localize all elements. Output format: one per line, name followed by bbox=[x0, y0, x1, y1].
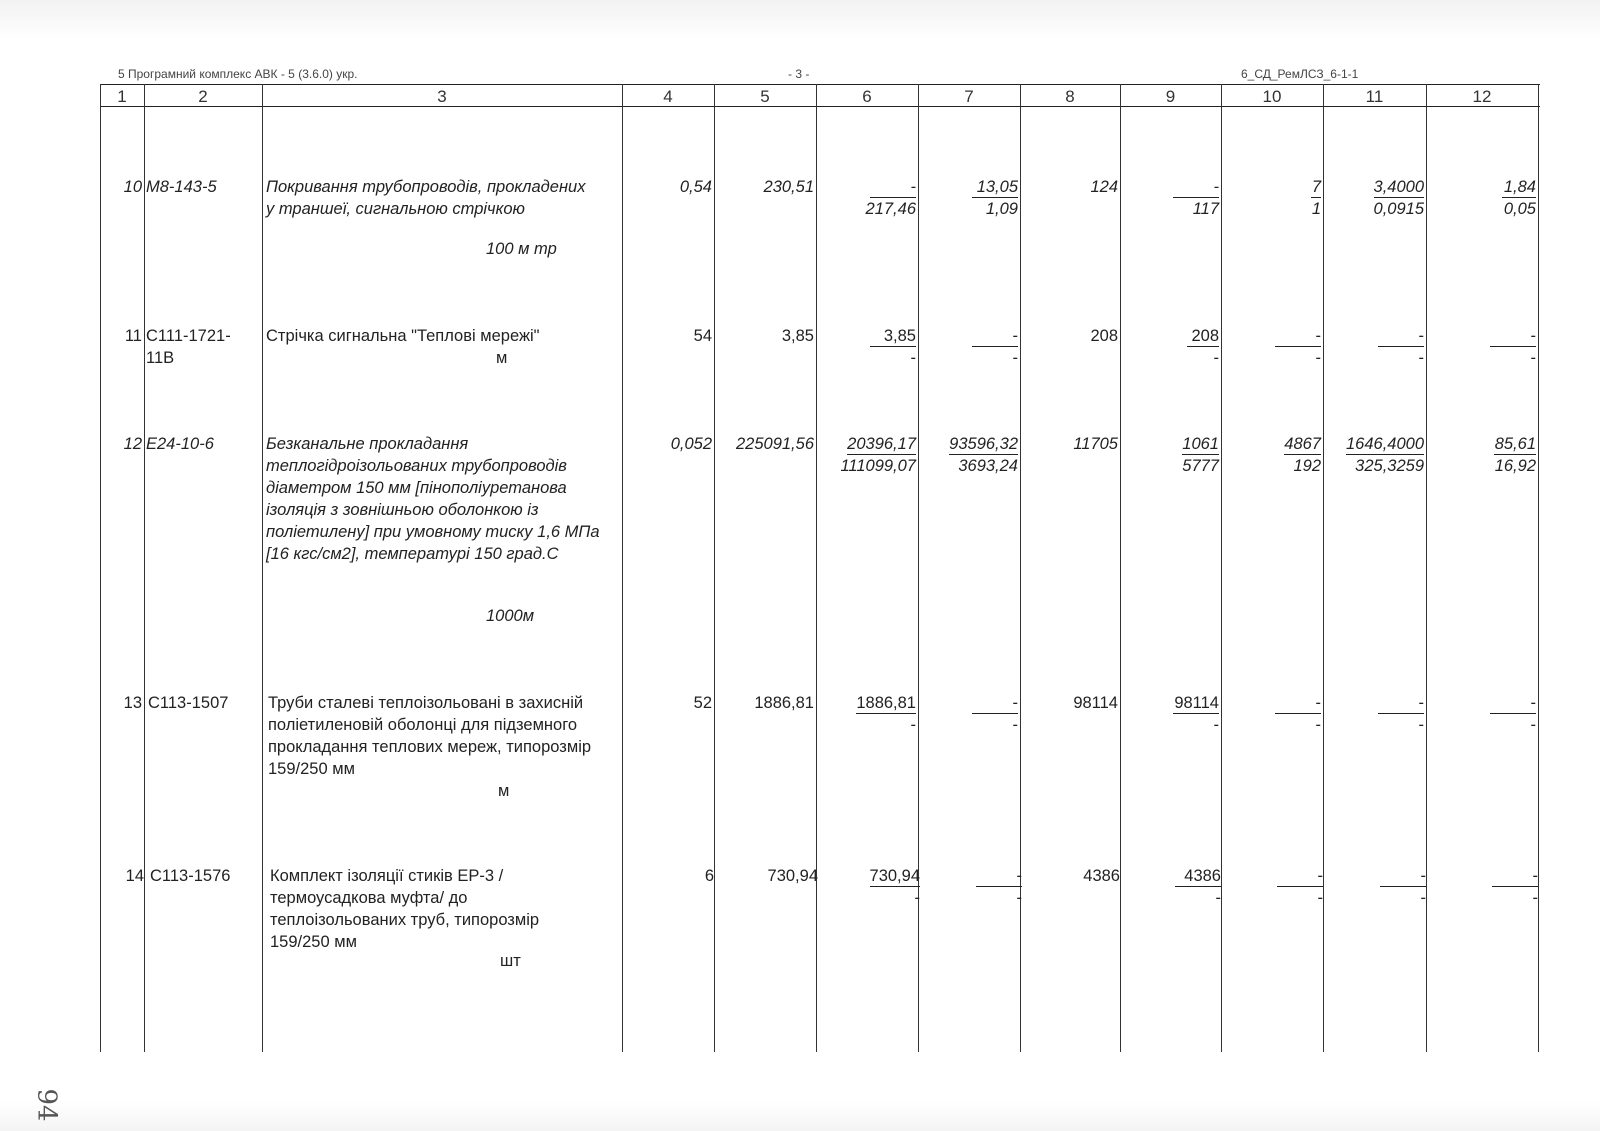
row-col6-bottom: - bbox=[914, 889, 920, 907]
row-col11-top: 1646,4000 bbox=[1346, 435, 1424, 453]
row-col11-top: - bbox=[1378, 327, 1424, 347]
row-unit: м bbox=[496, 349, 508, 367]
row-col6-bottom: - bbox=[910, 349, 916, 367]
row-col12-top: - bbox=[1492, 867, 1538, 887]
row-col12-top: - bbox=[1490, 327, 1536, 347]
row-col7-top: 13,05 bbox=[972, 178, 1018, 198]
row-col12-top: - bbox=[1490, 694, 1536, 714]
row-col6-bottom: 217,46 bbox=[865, 200, 916, 218]
row-col9-bottom: 5777 bbox=[1182, 457, 1219, 475]
row-col7-bottom: - bbox=[1016, 889, 1022, 907]
row-col10-fraction bbox=[1221, 433, 1321, 477]
row-col6-bottom: 111099,07 bbox=[840, 457, 916, 475]
column-number-2: 2 bbox=[198, 87, 208, 106]
row-total: 11705 bbox=[1073, 435, 1118, 453]
row-col11-fraction bbox=[1323, 325, 1424, 369]
row-col10-bottom: - bbox=[1315, 716, 1321, 734]
row-col9-top: 98114 bbox=[1174, 694, 1219, 712]
column-number-8: 8 bbox=[1065, 87, 1075, 106]
row-col12-bottom: 0,05 bbox=[1503, 200, 1536, 218]
row-col9-fraction bbox=[1120, 176, 1219, 220]
row-code: С111-1721-11В bbox=[146, 327, 231, 367]
row-col11-top: 3,4000 bbox=[1373, 178, 1424, 196]
column-number-11: 11 bbox=[1365, 87, 1384, 106]
row-quantity: 54 bbox=[693, 327, 712, 345]
row-col7-fraction bbox=[918, 865, 1022, 909]
row-col10-bottom: 192 bbox=[1293, 457, 1321, 475]
row-quantity: 52 bbox=[693, 694, 712, 712]
row-col10-fraction bbox=[1221, 692, 1321, 736]
row-col12-top: 85,61 bbox=[1494, 435, 1536, 453]
col-border-4 bbox=[714, 84, 715, 1052]
row-col10-top: 7 bbox=[1311, 178, 1321, 196]
row-col11-bottom: 325,3259 bbox=[1355, 457, 1424, 475]
row-col11-bottom: - bbox=[1418, 716, 1424, 734]
row-col7-top: - bbox=[972, 327, 1018, 347]
row-col12-fraction bbox=[1426, 433, 1536, 477]
col-border-12 bbox=[1538, 84, 1539, 1052]
row-description: Стрічка сигнальна "Теплові мережі" bbox=[266, 327, 540, 345]
row-unit: 1000м bbox=[486, 607, 535, 625]
row-col6-fraction bbox=[816, 325, 916, 369]
row-col9-top: - bbox=[1173, 178, 1219, 198]
table-top-border bbox=[100, 84, 1540, 85]
row-col7-top: - bbox=[976, 867, 1022, 887]
row-col12-bottom: - bbox=[1530, 349, 1536, 367]
col-border-3 bbox=[622, 84, 623, 1052]
row-number: 12 bbox=[123, 435, 142, 453]
row-col7-bottom: - bbox=[1012, 349, 1018, 367]
row-unit: 100 м тр bbox=[486, 240, 557, 258]
row-quantity: 0,54 bbox=[679, 178, 712, 196]
row-code: С113-1576 bbox=[150, 867, 231, 885]
row-col7-top: 93596,32 bbox=[949, 435, 1018, 453]
row-col11-bottom: 0,0915 bbox=[1373, 200, 1424, 218]
row-number: 11 bbox=[124, 327, 142, 345]
row-col10-top: 4867 bbox=[1284, 435, 1321, 453]
row-col9-bottom: 117 bbox=[1192, 200, 1219, 218]
row-unit-price: 1886,81 bbox=[754, 694, 814, 712]
column-number-5: 5 bbox=[760, 87, 770, 106]
row-col7-bottom: 1,09 bbox=[985, 200, 1018, 218]
row-total: 208 bbox=[1090, 327, 1118, 345]
row-unit: м bbox=[498, 782, 510, 800]
row-col10-bottom: - bbox=[1315, 349, 1321, 367]
header-page-number: - 3 - bbox=[788, 67, 810, 81]
row-col9-fraction bbox=[1120, 865, 1221, 909]
row-col11-bottom: - bbox=[1418, 349, 1424, 367]
row-unit-price: 225091,56 bbox=[736, 435, 814, 453]
row-col6-fraction bbox=[816, 692, 916, 736]
row-col12-top: 1,84 bbox=[1503, 178, 1536, 196]
col-border-0 bbox=[100, 84, 101, 1052]
row-code: М8-143-5 bbox=[146, 178, 217, 196]
row-description: Комплект ізоляції стиків ЕР-3 /термоусадкова муфта/ до теплоізольованих труб, типорозмір 159/250 мм bbox=[270, 867, 540, 951]
row-col11-fraction bbox=[1323, 692, 1424, 736]
row-unit-price: 730,94 bbox=[767, 867, 818, 885]
row-col12-bottom: 16,92 bbox=[1494, 457, 1536, 475]
estimate-table bbox=[100, 84, 1540, 1052]
row-col9-top: 1061 bbox=[1182, 435, 1219, 453]
row-col12-bottom: - bbox=[1532, 889, 1538, 907]
row-col10-fraction bbox=[1221, 865, 1323, 909]
row-col9-fraction bbox=[1120, 433, 1219, 477]
row-col11-top: - bbox=[1378, 694, 1424, 714]
row-code: С113-1507 bbox=[148, 694, 229, 712]
row-unit-price: 230,51 bbox=[763, 178, 814, 196]
col-border-2 bbox=[262, 84, 263, 1052]
row-total: 4386 bbox=[1083, 867, 1120, 885]
row-col10-bottom: - bbox=[1317, 889, 1323, 907]
row-col10-top: - bbox=[1275, 694, 1321, 714]
row-total: 98114 bbox=[1073, 694, 1118, 712]
row-col7-bottom: - bbox=[1012, 716, 1018, 734]
row-col9-fraction bbox=[1120, 325, 1219, 369]
row-col7-fraction bbox=[918, 433, 1018, 477]
handwritten-page-number: 94 bbox=[31, 1088, 62, 1122]
row-col6-fraction bbox=[816, 865, 920, 909]
row-col11-top: - bbox=[1380, 867, 1426, 887]
row-col6-bottom: - bbox=[910, 716, 916, 734]
row-col11-fraction bbox=[1323, 865, 1426, 909]
row-col6-fraction bbox=[816, 433, 916, 477]
row-col12-fraction bbox=[1426, 692, 1536, 736]
column-number-4: 4 bbox=[663, 87, 673, 106]
row-total: 124 bbox=[1090, 178, 1118, 196]
row-col11-fraction bbox=[1323, 176, 1424, 220]
row-col10-bottom: 1 bbox=[1311, 200, 1321, 218]
row-quantity: 0,052 bbox=[670, 435, 712, 453]
row-col10-fraction bbox=[1221, 325, 1321, 369]
row-col11-fraction bbox=[1323, 433, 1424, 477]
row-col7-fraction bbox=[918, 176, 1018, 220]
row-unit-price: 3,85 bbox=[781, 327, 814, 345]
row-col6-fraction bbox=[816, 176, 916, 220]
row-col6-top: 1886,81 bbox=[856, 694, 916, 712]
row-col10-top: - bbox=[1277, 867, 1323, 887]
row-col6-top: 20396,17 bbox=[847, 435, 916, 453]
column-number-6: 6 bbox=[862, 87, 872, 106]
row-col10-top: - bbox=[1275, 327, 1321, 347]
row-col9-top: 4386 bbox=[1175, 867, 1221, 887]
row-col9-top: 208 bbox=[1187, 327, 1219, 347]
column-number-9: 9 bbox=[1165, 87, 1176, 106]
row-col12-bottom: - bbox=[1530, 716, 1536, 734]
row-col7-fraction bbox=[918, 692, 1018, 736]
row-number: 14 bbox=[125, 867, 144, 885]
row-number: 10 bbox=[123, 178, 142, 196]
column-number-12: 12 bbox=[1472, 87, 1492, 106]
row-col6-top: 3,85 bbox=[870, 327, 916, 347]
row-col12-fraction bbox=[1426, 325, 1536, 369]
row-col9-bottom: - bbox=[1215, 889, 1221, 907]
row-col12-fraction bbox=[1426, 865, 1538, 909]
row-col6-top: - bbox=[870, 178, 916, 198]
col-border-1 bbox=[144, 84, 145, 1052]
row-description: Труби сталеві теплоізольовані в захисній поліетиленовій оболонці для підземного прокладання теплових мереж, типорозмір 159/250 мм bbox=[268, 694, 592, 778]
row-col9-bottom: - bbox=[1213, 716, 1219, 734]
row-unit: шт bbox=[500, 952, 521, 970]
row-col7-fraction bbox=[918, 325, 1018, 369]
row-col11-bottom: - bbox=[1420, 889, 1426, 907]
row-col12-fraction bbox=[1426, 176, 1536, 220]
column-number-3: 3 bbox=[437, 87, 447, 106]
column-number-10: 10 bbox=[1262, 87, 1282, 106]
row-description: Безканальне прокладання теплогідроізольованих трубопроводів діаметром 150 мм [пінополіуретанова ізоляція з зовнішньою оболонкою із поліетилену] при умовному тиску 1,6 МПа [16 кгс/см2], температурі 150 град.С bbox=[266, 435, 600, 563]
row-col9-bottom: - bbox=[1213, 349, 1219, 367]
row-col7-bottom: 3693,24 bbox=[958, 457, 1018, 475]
row-col10-fraction bbox=[1221, 176, 1321, 220]
header-document-code: 6_СД_РемЛСЗ_6-1-1 bbox=[1241, 67, 1359, 81]
row-code: Е24-10-6 bbox=[146, 435, 214, 453]
row-col6-top: 730,94 bbox=[869, 867, 920, 885]
row-col9-fraction bbox=[1120, 692, 1219, 736]
row-quantity: 6 bbox=[704, 867, 714, 885]
column-number-1: 1 bbox=[117, 87, 127, 106]
header-software-name: 5 Програмний комплекс АВК - 5 (3.6.0) укр. bbox=[118, 67, 358, 81]
row-description: Покривання трубопроводів, прокладених у траншеї, сигнальною стрічкою bbox=[266, 178, 586, 218]
row-number: 13 bbox=[123, 694, 142, 712]
row-col7-top: - bbox=[972, 694, 1018, 714]
column-number-7: 7 bbox=[964, 87, 974, 106]
